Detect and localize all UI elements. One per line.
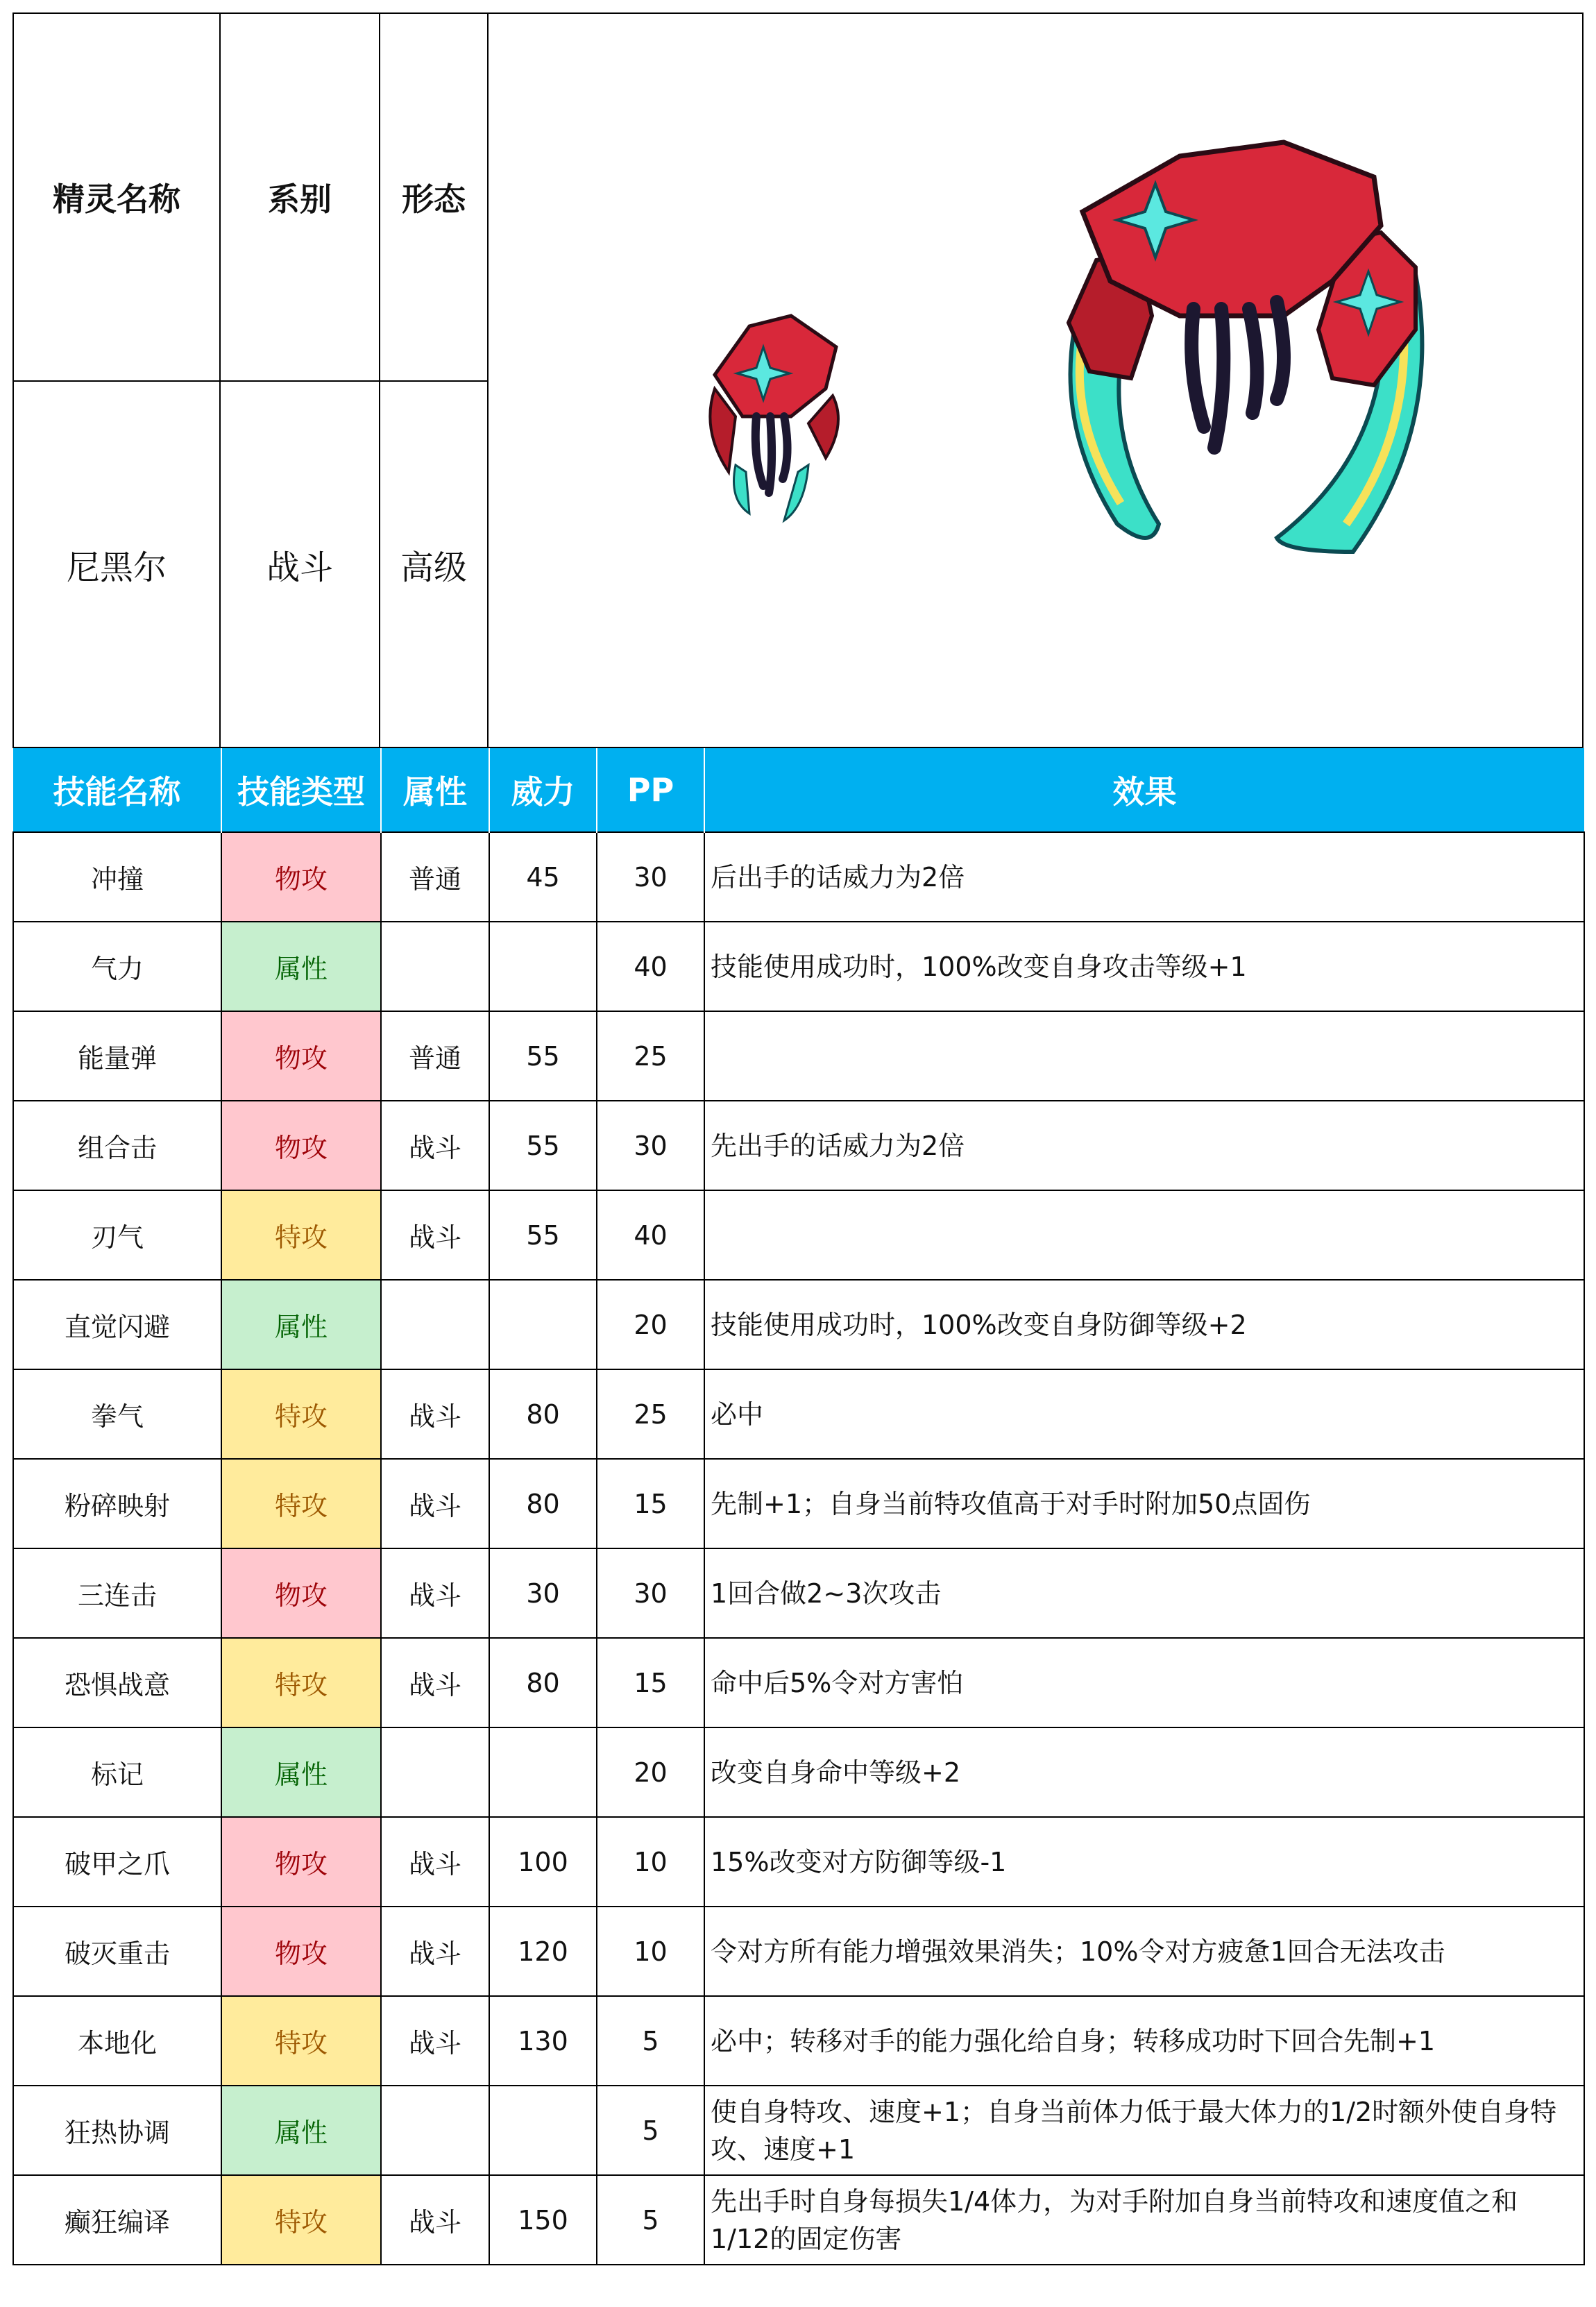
header-type-label: 系别 bbox=[221, 12, 380, 382]
table-row bbox=[13, 1907, 1584, 1996]
skill-power-cell: 30 bbox=[489, 1548, 597, 1638]
skill-attr-cell: 战斗 bbox=[381, 1817, 489, 1907]
crab-creature-small-sprite-icon bbox=[687, 305, 854, 527]
pet-image-panel bbox=[489, 12, 1584, 748]
skill-pp-cell: 40 bbox=[597, 1190, 704, 1280]
skill-pp-cell: 30 bbox=[597, 1101, 704, 1190]
skill-attr-cell: 战斗 bbox=[381, 1907, 489, 1996]
skill-power-cell bbox=[489, 922, 597, 1011]
skill-effect-cell: 必中 bbox=[704, 1369, 1584, 1459]
table-row bbox=[13, 1190, 1584, 1280]
skill-attr-cell: 战斗 bbox=[381, 1101, 489, 1190]
pet-name-value: 尼黑尔 bbox=[12, 382, 221, 748]
column-header-skill-name: 技能名称 bbox=[13, 748, 221, 832]
skill-name-cell: 冲撞 bbox=[13, 832, 221, 922]
skill-pp-cell: 20 bbox=[597, 1280, 704, 1369]
skill-type-cell: 特攻 bbox=[221, 1638, 381, 1727]
skill-power-cell: 55 bbox=[489, 1011, 597, 1101]
skill-attr-cell: 战斗 bbox=[381, 1369, 489, 1459]
skill-effect-cell: 技能使用成功时，100%改变自身防御等级+2 bbox=[704, 1280, 1584, 1369]
table-row bbox=[13, 1817, 1584, 1907]
skill-power-cell: 100 bbox=[489, 1817, 597, 1907]
skill-power-cell: 130 bbox=[489, 1996, 597, 2086]
skill-attr-cell: 普通 bbox=[381, 832, 489, 922]
skills-table-header-row bbox=[13, 748, 1584, 832]
skill-type-cell: 物攻 bbox=[221, 832, 381, 922]
skill-name-cell: 标记 bbox=[13, 1727, 221, 1817]
small-sprite-image bbox=[687, 305, 854, 527]
skill-power-cell bbox=[489, 1727, 597, 1817]
skill-type-cell: 特攻 bbox=[221, 1190, 381, 1280]
skill-pp-cell: 10 bbox=[597, 1907, 704, 1996]
skill-type-cell: 特攻 bbox=[221, 1996, 381, 2086]
table-row bbox=[13, 922, 1584, 1011]
column-header-pp: PP bbox=[597, 748, 704, 832]
skill-power-cell: 45 bbox=[489, 832, 597, 922]
skill-name-cell: 破甲之爪 bbox=[13, 1817, 221, 1907]
skill-attr-cell bbox=[381, 1280, 489, 1369]
skill-power-cell: 120 bbox=[489, 1907, 597, 1996]
skill-name-cell: 粉碎映射 bbox=[13, 1459, 221, 1548]
skill-name-cell: 狂热协调 bbox=[13, 2086, 221, 2175]
table-row bbox=[13, 1996, 1584, 2086]
skill-pp-cell: 20 bbox=[597, 1727, 704, 1817]
skill-name-cell: 癫狂编译 bbox=[13, 2175, 221, 2265]
skill-type-cell: 物攻 bbox=[221, 1011, 381, 1101]
large-sprite-image bbox=[1055, 135, 1443, 566]
skill-attr-cell bbox=[381, 922, 489, 1011]
skill-power-cell: 55 bbox=[489, 1190, 597, 1280]
table-row bbox=[13, 1011, 1584, 1101]
skill-pp-cell: 15 bbox=[597, 1459, 704, 1548]
pet-type-value: 战斗 bbox=[221, 382, 380, 748]
table-row bbox=[13, 1459, 1584, 1548]
skill-pp-cell: 15 bbox=[597, 1638, 704, 1727]
header-form-label: 形态 bbox=[380, 12, 489, 382]
skill-effect-cell: 1回合做2~3次攻击 bbox=[704, 1548, 1584, 1638]
skill-effect-cell: 使自身特攻、速度+1；自身当前体力低于最大体力的1/2时额外使自身特攻、速度+1 bbox=[704, 2086, 1584, 2175]
skill-type-cell: 特攻 bbox=[221, 1459, 381, 1548]
skill-name-cell: 刃气 bbox=[13, 1190, 221, 1280]
skill-attr-cell bbox=[381, 2086, 489, 2175]
skill-type-cell: 属性 bbox=[221, 1727, 381, 1817]
skill-power-cell: 80 bbox=[489, 1369, 597, 1459]
skill-power-cell: 80 bbox=[489, 1459, 597, 1548]
crab-creature-large-sprite-icon bbox=[1055, 135, 1443, 566]
table-row bbox=[13, 1638, 1584, 1727]
skill-attr-cell: 战斗 bbox=[381, 1548, 489, 1638]
skill-name-cell: 三连击 bbox=[13, 1548, 221, 1638]
skill-effect-cell: 改变自身命中等级+2 bbox=[704, 1727, 1584, 1817]
skill-pp-cell: 5 bbox=[597, 1996, 704, 2086]
table-row bbox=[13, 1369, 1584, 1459]
skill-power-cell bbox=[489, 2086, 597, 2175]
skill-pp-cell: 30 bbox=[597, 832, 704, 922]
skill-pp-cell: 30 bbox=[597, 1548, 704, 1638]
skill-attr-cell: 战斗 bbox=[381, 1459, 489, 1548]
header-pet-name-label: 精灵名称 bbox=[12, 12, 221, 382]
skill-attr-cell: 普通 bbox=[381, 1011, 489, 1101]
column-header-skill-type: 技能类型 bbox=[221, 748, 381, 832]
skill-name-cell: 破灭重击 bbox=[13, 1907, 221, 1996]
skill-pp-cell: 10 bbox=[597, 1817, 704, 1907]
skill-effect-cell: 后出手的话威力为2倍 bbox=[704, 832, 1584, 922]
skill-effect-cell bbox=[704, 1011, 1584, 1101]
skill-name-cell: 能量弹 bbox=[13, 1011, 221, 1101]
table-row bbox=[13, 2086, 1584, 2175]
skills-table bbox=[12, 748, 1585, 2265]
skill-power-cell: 150 bbox=[489, 2175, 597, 2265]
skill-attr-cell: 战斗 bbox=[381, 1996, 489, 2086]
skill-pp-cell: 5 bbox=[597, 2175, 704, 2265]
skill-type-cell: 物攻 bbox=[221, 1101, 381, 1190]
skill-effect-cell: 技能使用成功时，100%改变自身攻击等级+1 bbox=[704, 922, 1584, 1011]
table-row bbox=[13, 1727, 1584, 1817]
skill-name-cell: 恐惧战意 bbox=[13, 1638, 221, 1727]
skill-pp-cell: 25 bbox=[597, 1011, 704, 1101]
skill-name-cell: 气力 bbox=[13, 922, 221, 1011]
skill-effect-cell: 命中后5%令对方害怕 bbox=[704, 1638, 1584, 1727]
table-row bbox=[13, 1101, 1584, 1190]
skill-effect-cell: 令对方所有能力增强效果消失；10%令对方疲惫1回合无法攻击 bbox=[704, 1907, 1584, 1996]
table-row bbox=[13, 1548, 1584, 1638]
skill-effect-cell: 先出手时自身每损失1/4体力，为对手附加自身当前特攻和速度值之和1/12的固定伤害 bbox=[704, 2175, 1584, 2265]
skill-name-cell: 拳气 bbox=[13, 1369, 221, 1459]
pet-info-block bbox=[12, 12, 1584, 748]
skill-pp-cell: 25 bbox=[597, 1369, 704, 1459]
skill-type-cell: 物攻 bbox=[221, 1548, 381, 1638]
table-row bbox=[13, 832, 1584, 922]
skill-name-cell: 组合击 bbox=[13, 1101, 221, 1190]
skill-effect-cell: 15%改变对方防御等级-1 bbox=[704, 1817, 1584, 1907]
column-header-attribute: 属性 bbox=[381, 748, 489, 832]
table-row bbox=[13, 2175, 1584, 2265]
skill-effect-cell: 必中；转移对手的能力强化给自身；转移成功时下回合先制+1 bbox=[704, 1996, 1584, 2086]
skill-power-cell: 55 bbox=[489, 1101, 597, 1190]
skill-type-cell: 物攻 bbox=[221, 1907, 381, 1996]
skill-pp-cell: 5 bbox=[597, 2086, 704, 2175]
skill-power-cell: 80 bbox=[489, 1638, 597, 1727]
column-header-power: 威力 bbox=[489, 748, 597, 832]
pet-form-value: 高级 bbox=[380, 382, 489, 748]
skill-name-cell: 本地化 bbox=[13, 1996, 221, 2086]
skill-type-cell: 属性 bbox=[221, 2086, 381, 2175]
skill-attr-cell: 战斗 bbox=[381, 2175, 489, 2265]
skill-attr-cell: 战斗 bbox=[381, 1190, 489, 1280]
skill-effect-cell: 先制+1；自身当前特攻值高于对手时附加50点固伤 bbox=[704, 1459, 1584, 1548]
skill-type-cell: 物攻 bbox=[221, 1817, 381, 1907]
skill-attr-cell: 战斗 bbox=[381, 1638, 489, 1727]
column-header-effect: 效果 bbox=[704, 748, 1584, 832]
skill-type-cell: 特攻 bbox=[221, 2175, 381, 2265]
skill-type-cell: 属性 bbox=[221, 922, 381, 1011]
table-row bbox=[13, 1280, 1584, 1369]
skill-effect-cell: 先出手的话威力为2倍 bbox=[704, 1101, 1584, 1190]
skill-type-cell: 属性 bbox=[221, 1280, 381, 1369]
skill-effect-cell bbox=[704, 1190, 1584, 1280]
skill-attr-cell bbox=[381, 1727, 489, 1817]
skill-power-cell bbox=[489, 1280, 597, 1369]
skill-pp-cell: 40 bbox=[597, 922, 704, 1011]
skill-type-cell: 特攻 bbox=[221, 1369, 381, 1459]
skill-name-cell: 直觉闪避 bbox=[13, 1280, 221, 1369]
